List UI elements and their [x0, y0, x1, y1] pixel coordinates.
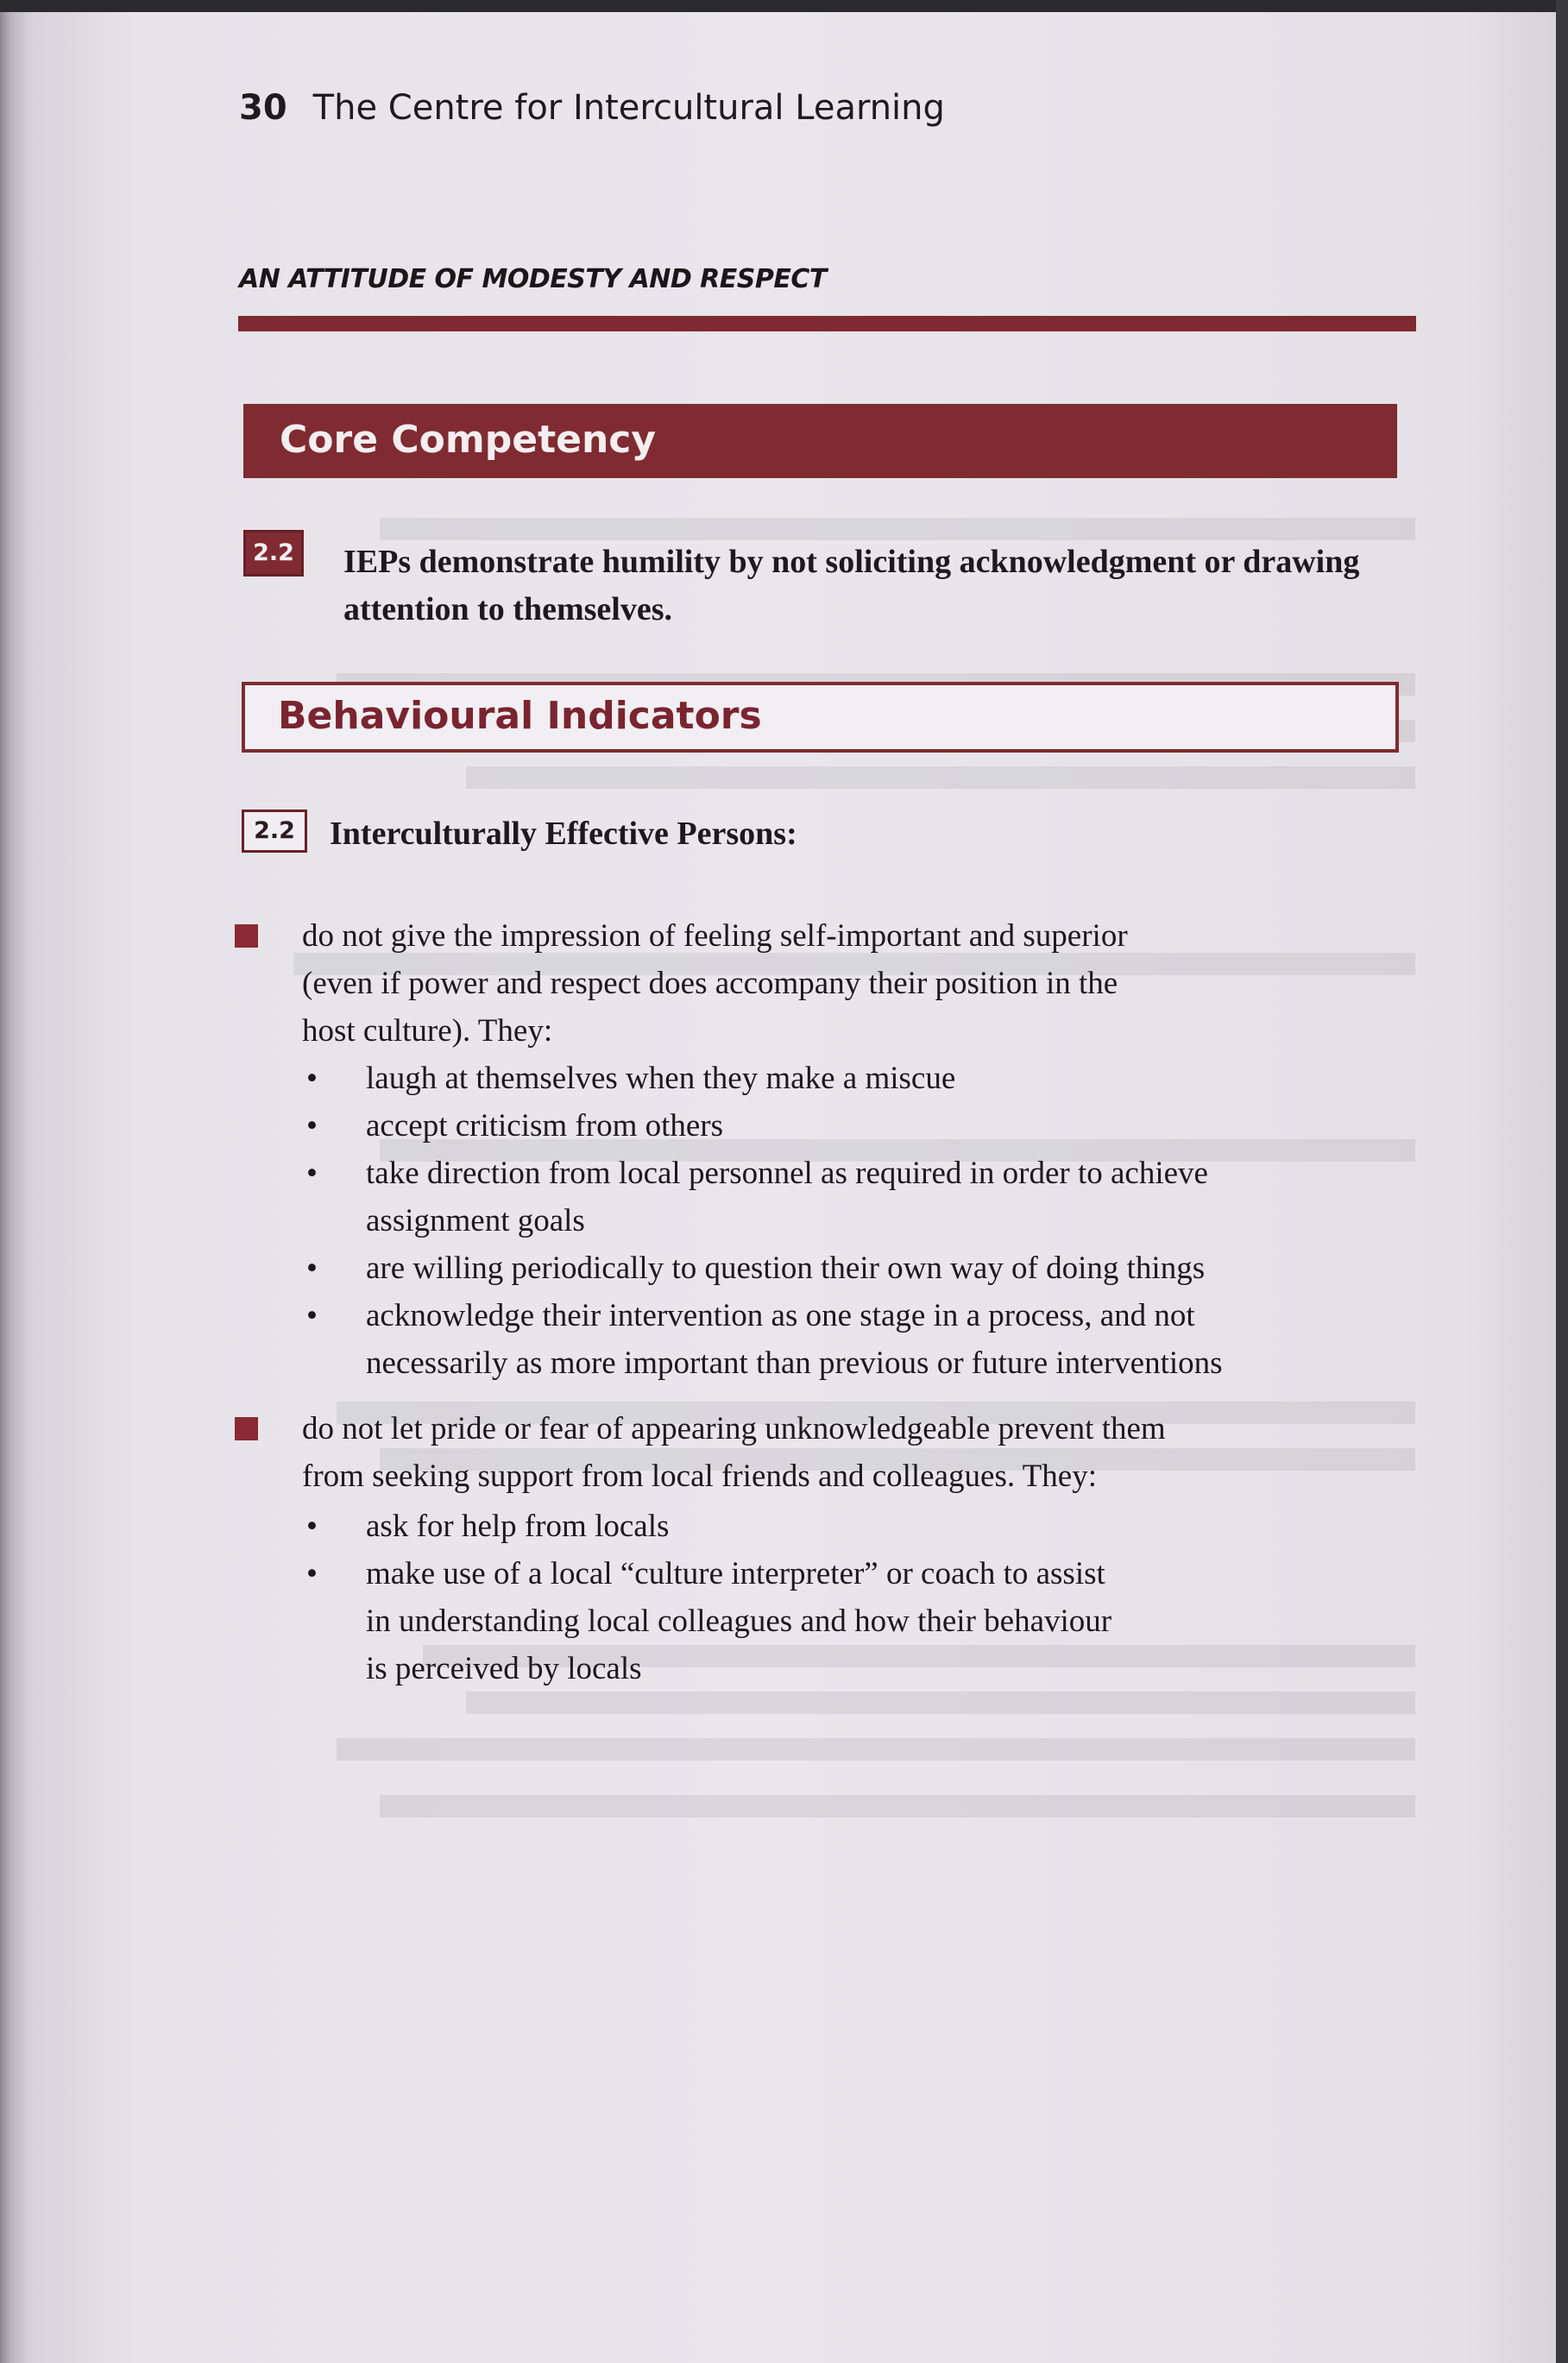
list-item — [302, 1503, 1424, 1550]
indicator-paragraph — [302, 912, 1398, 1055]
list-item — [302, 1245, 1424, 1292]
square-bullet — [235, 924, 258, 948]
paragraph-line: host culture). They: — [302, 1013, 553, 1049]
core-competency-heading: Core Competency — [280, 418, 657, 462]
paragraph-line: do not give the impression of feeling self-important and superior — [302, 918, 1128, 954]
competency-statement: IEPs demonstrate humility by not soliciting acknowledgment or drawing attention to themselves. — [343, 544, 1360, 627]
list-item-text: laugh at themselves when they make a miscue — [366, 1061, 956, 1096]
square-bullet — [235, 1417, 258, 1440]
running-head-title: The Centre for Intercultural Learning — [312, 88, 945, 128]
list-item — [302, 1292, 1424, 1387]
bullet-glyph: • — [306, 1251, 318, 1286]
page-binding-edge — [0, 0, 26, 2363]
list-item-text: are willing periodically to question their own way of doing things — [366, 1251, 1206, 1286]
bullet-glyph: • — [306, 1509, 318, 1544]
list-item — [302, 1055, 1424, 1102]
behavioural-indicators-heading: Behavioural Indicators — [278, 694, 762, 738]
core-competency-banner — [243, 404, 1397, 478]
indicator-paragraph — [302, 1405, 1398, 1500]
sub-bullet-list — [302, 1503, 1424, 1692]
list-item — [302, 1550, 1424, 1692]
paragraph-line: do not let pride or fear of appearing unknowledgeable prevent them — [302, 1411, 1166, 1446]
bullet-glyph: • — [306, 1156, 318, 1191]
paragraph-line: from seeking support from local friends and colleagues. They: — [302, 1459, 1097, 1494]
bullet-glyph: • — [306, 1556, 318, 1591]
sub-bullet-list — [302, 1055, 1424, 1387]
behavioural-indicators-banner — [242, 682, 1399, 753]
page-number: 30 — [239, 88, 287, 128]
list-item-text: is perceived by locals — [366, 1651, 642, 1686]
list-item-text: necessarily as more important than previous or future interventions — [366, 1345, 1223, 1381]
bullet-glyph: • — [306, 1108, 318, 1144]
indicators-intro: Interculturally Effective Persons: — [330, 816, 797, 852]
list-item — [302, 1150, 1424, 1245]
list-item-text: in understanding local colleagues and how their behaviour — [366, 1604, 1112, 1639]
list-item-text: accept criticism from others — [366, 1108, 724, 1144]
bullet-glyph: • — [306, 1061, 318, 1096]
list-item-text: assignment goals — [366, 1203, 585, 1238]
competency-number-badge: 2.2 — [243, 530, 304, 577]
section-rule — [238, 316, 1416, 331]
list-item-text: acknowledge their intervention as one stage in a process, and not — [366, 1298, 1195, 1333]
list-item-text: take direction from local personnel as required in order to achieve — [366, 1156, 1208, 1191]
page-right-edge — [1556, 0, 1568, 2363]
paragraph-line: (even if power and respect does accompany their position in the — [302, 966, 1118, 1001]
page-top-edge — [0, 0, 1568, 12]
list-item-text: make use of a local “culture interpreter” or coach to assist — [366, 1556, 1105, 1591]
running-head — [239, 88, 945, 128]
indicator-number-badge: 2.2 — [242, 810, 307, 853]
section-title: AN ATTITUDE OF MODESTY AND RESPECT — [239, 264, 827, 294]
bullet-glyph: • — [306, 1298, 318, 1333]
list-item — [302, 1102, 1424, 1150]
list-item-text: ask for help from locals — [366, 1509, 670, 1544]
